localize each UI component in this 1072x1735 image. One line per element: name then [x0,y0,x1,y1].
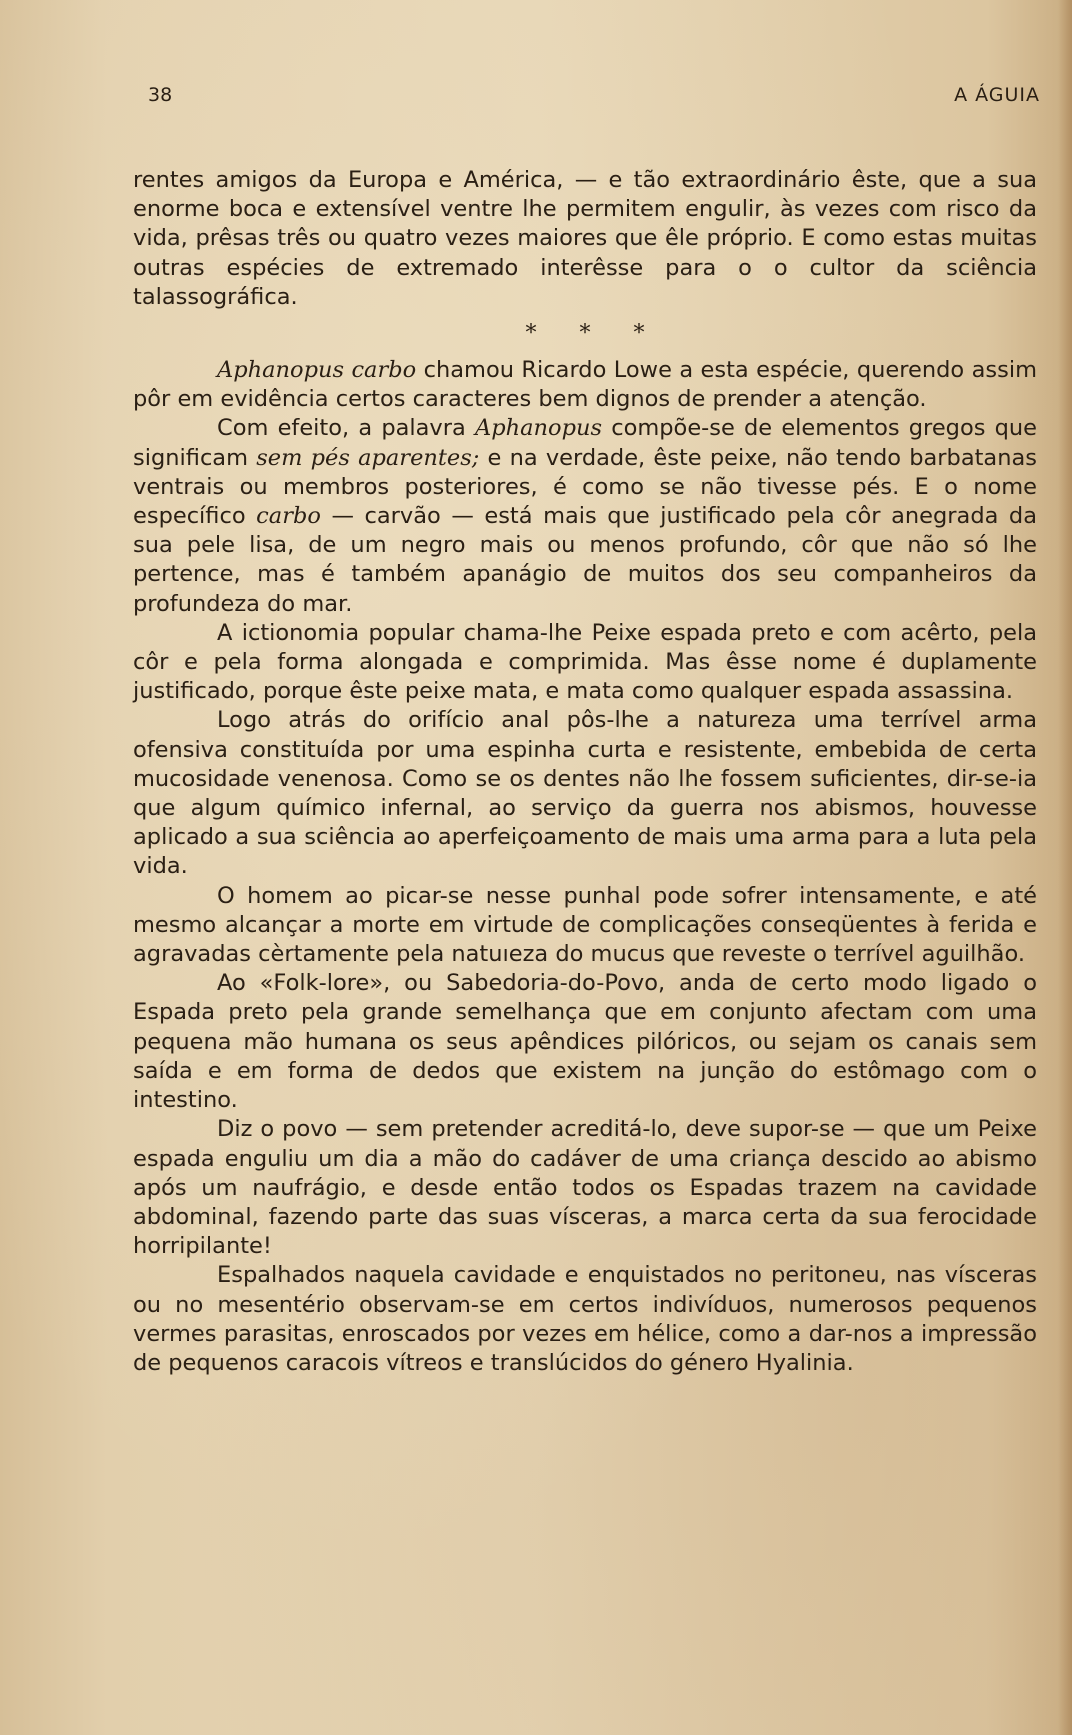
italic-term: carbo [256,503,321,530]
italic-term: Aphanopus carbo [217,357,417,384]
paragraph [133,1115,1037,1261]
italic-term: Aphanopus [474,415,603,442]
text-run: A ictionomia popular chama-lhe Peixe espada preto e com acêrto, pela côr e pela forma alongada e comprimida. Mas êsse nome é duplamente justificado, porque êste peixe mata, e mata como qualquer espada assassina. [133,619,1037,705]
paragraph [133,619,1037,707]
text-run: Espalhados naquela cavidade e enquistados no peritoneu, nas vísceras ou no mesentério observam-se em certos indivíduos, numerosos pequenos vermes parasitas, enroscados por vezes em hélice, como a dar-nos a impressão de pequenos caracois vítreos e translúcidos do género Hyalinia. [133,1262,1037,1376]
article-body [133,166,1037,1378]
italic-term: sem pés aparentes; [256,444,480,471]
page-header [148,84,1040,110]
text-run: Com efeito, a palavra [217,415,475,442]
page-number: 38 [148,84,173,106]
paragraph [133,356,1037,414]
text-run: — carvão — está mais que justificado pela côr anegrada da sua pele lisa, de um negro mais ou menos profundo, côr que não só lhe pertence, mas é também apanágio de muitos dos seu companheiros da profundeza do mar. [133,503,1037,617]
paragraph [133,166,1037,312]
paragraph [133,414,1037,618]
text-run: O homem ao picar-se nesse punhal pode sofrer intensamente, e até mesmo alcançar a morte em virtude de complicações conseqüentes à ferida e agravadas cèrtamente pela natuıeza do mucus que reveste o terrível aguilhão. [133,882,1037,968]
text-run: compõe-se de elementos gregos que significam [133,415,1037,471]
text-run: chamou Ricardo Lowe a esta espécie, querendo assim pôr em evidência certos caracteres bem dignos de prender a atenção. [133,357,1037,413]
text-run: Ao «Folk-lore», ou Sabedoria-do-Povo, anda de certo modo ligado o Espada preto pela grande semelhança que em conjunto afectam com uma pequena mão humana os seus apêndices pilóricos, ou sejam os canais sem saída e em forma de dedos que existem na junção do estômago com o intestino. [133,970,1037,1114]
running-title: A ÁGUIA [954,84,1040,106]
text-run: e na verdade, êste peixe, não tendo barbatanas ventrais ou membros posteriores, é como se não tivesse pés. E o nome específico [133,444,1037,530]
paragraph [133,882,1037,970]
page-edge-shadow [1058,0,1072,1735]
text-run: Diz o povo — sem pretender acreditá-lo, deve supor-se — que um Peixe espada enguliu um dia a mão do cadáver de uma criança descido ao abismo após um naufrágio, e desde então todos os Espadas trazem na cavidade abdominal, fazendo parte das suas vísceras, a marca certa da sua ferocidade horripilante! [133,1116,1037,1260]
paragraph [133,1261,1037,1378]
text-run: Logo atrás do orifício anal pôs-lhe a natureza uma terrível arma ofensiva constituída por uma espinha curta e resistente, embebida de certa mucosidade venenosa. Como se os dentes não lhe fossem suficientes, dir-se-ia que algum químico infernal, ao serviço da guerra nos abismos, houvesse aplicado a sua sciência ao aperfeiçoamento de mais uma arma para a luta pela vida. [133,707,1037,880]
paragraph [133,706,1037,881]
section-break: * * * [525,321,663,347]
text-run: rentes amigos da Europa e América, — e tão extraordinário êste, que a sua enorme boca e extensível ventre lhe permitem engulir, às vezes com risco da vida, prêsas três ou quatro vezes maiores que êle próprio. E como estas muitas outras espécies de extremado interêsse para o o cultor da sciência talassográfica. [133,167,1037,310]
paragraph [133,969,1037,1115]
